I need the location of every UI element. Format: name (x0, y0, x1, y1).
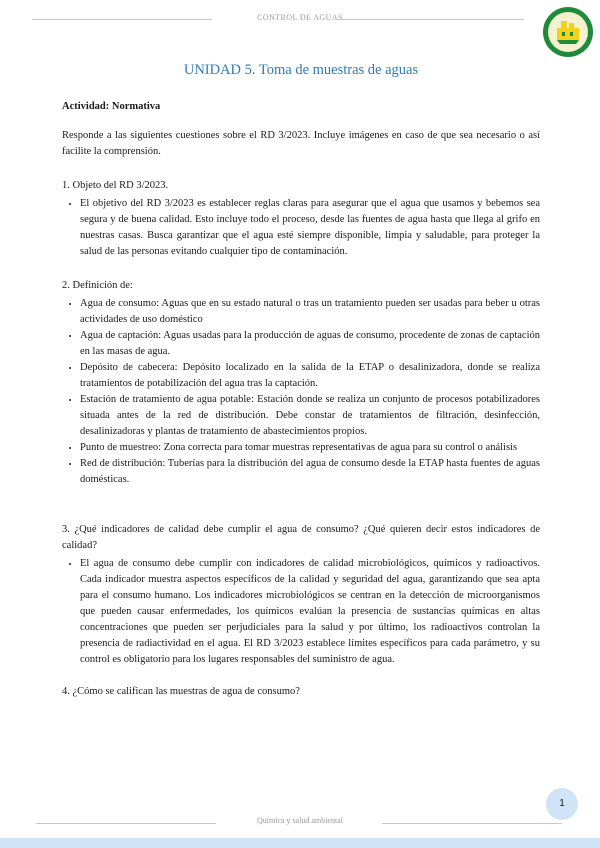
list-item: • Depósito de cabecera: Depósito localizado en la salida de la ETAP o desalinizadora, donde se realiza tratamientos de potabilización del agua tras la captación. (80, 360, 540, 392)
list-item: • Red de distribución: Tuberías para la distribución del agua de consumo desde la ETAP hasta fuentes de aguas domésticas. (80, 456, 540, 488)
intro-paragraph: Responde a las siguientes cuestiones sobre el RD 3/2023. Incluye imágenes en caso de que sea necesario o así facilite la comprensión. (62, 130, 540, 157)
list-item: • Punto de muestreo: Zona correcta para tomar muestras representativas de agua para su control o análisis (80, 440, 540, 456)
list-item: • El objetivo del RD 3/2023 es establecer reglas claras para asegurar que el agua que usamos y bebemos sea segura y de buena calidad. Esto incluye todo el proceso, desde las fuentes de agua hasta que llega al grifo en nuestras casas. Busca garantizar que el agua esté siempre disponible, limpia y saludable, para proteger la salud de las personas evitando cualquier tipo de contaminación. (80, 196, 540, 260)
activity-heading: Actividad: Normativa (62, 101, 161, 112)
list-item: • Agua de consumo: Aguas que en su estado natural o tras un tratamiento pueden ser usadas para beber u otras actividades de uso doméstico (80, 296, 540, 328)
answer-list-3 (62, 556, 540, 668)
list-item: • Agua de captación: Aguas usadas para la producción de aguas de consumo, procedente de zonas de captación en las masas de agua. (80, 328, 540, 360)
question-2: 2. Definición de: (62, 280, 133, 291)
definition-list (62, 296, 540, 488)
question-1: 1. Objeto del RD 3/2023. (62, 180, 169, 191)
header-title: CONTROL DE AGUAS (257, 13, 343, 22)
page-title: UNIDAD 5. Toma de muestras de aguas (183, 62, 419, 78)
page-header (0, 10, 600, 30)
question-3: 3. ¿Qué indicadores de calidad debe cumplir el agua de consumo? ¿Qué quieren decir estos indicadores de calidad? (62, 524, 540, 551)
section-2 (62, 278, 540, 488)
question-4: 4. ¿Cómo se califican las muestras de agua de consumo? (62, 686, 300, 697)
page-number-badge: 1 (546, 788, 578, 820)
document-body (62, 58, 540, 700)
header-rule-right (336, 19, 524, 20)
page-footer (0, 814, 600, 834)
bottom-band (0, 838, 600, 848)
section-3 (62, 522, 540, 668)
school-logo-icon (542, 6, 594, 58)
list-item: • El agua de consumo debe cumplir con indicadores de calidad microbiológicos, químicos y radioactivos. Cada indicador muestra aspectos específicos de la calidad y seguridad del agua, garantizando que sea apta para el consumo humano. Los indicadores microbiológicos se centran en la detección de microorganismos que pueden causar enfermedades, los químicos evalúan la presencia de sustancias químicas en altas concentraciones que pueden ser perjudiciales para la salud y por último, los radioactivos controlan la presencia de radiactividad en el agua. El RD 3/2023 establece límites específicos para cada parámetro, y su control es obligatorio para los lugares responsables del suministro de agua. (80, 556, 540, 668)
answer-list-1 (62, 196, 540, 260)
list-item: • Estación de tratamiento de agua potable: Estación donde se realiza un conjunto de procesos potabilizadores situada antes de la red de distribución. Debe constar de tratamientos de filtración, desinfección, desalinizadoras y plantas de tratamiento de abastecimientos propios. (80, 392, 540, 440)
footer-text: Química y salud ambiental (257, 816, 343, 825)
section-1 (62, 178, 540, 260)
footer-rule-right (382, 823, 562, 824)
